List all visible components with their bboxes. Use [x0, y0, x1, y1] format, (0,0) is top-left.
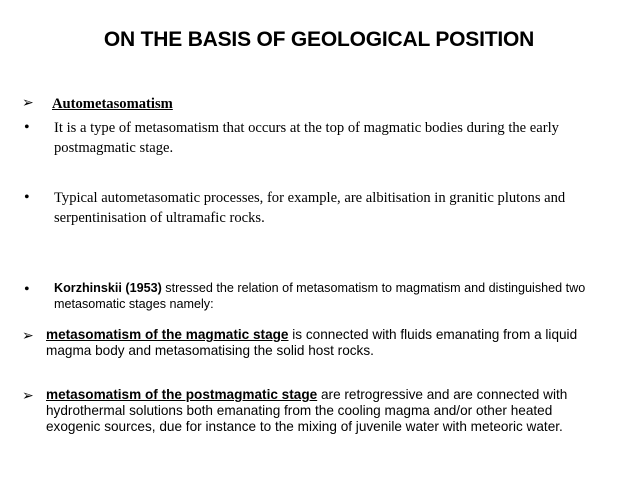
bullet-icon: • [24, 281, 30, 298]
arrow-bullet-icon: ➢ [22, 96, 34, 111]
heading-autometasomatism-row [22, 94, 618, 114]
item-1-rest: is connected with fluids emanating from a liquid magma body and metasomatising the solid host rocks. [46, 327, 578, 358]
para-3-rest: stressed the relation of metasomatism to magmatism and distinguished two metasomatic stages namely: [54, 281, 586, 311]
para-3-text [54, 280, 618, 312]
item-2-rest: are retrogressive and are connected with hydrothermal solutions both emanating from the cooling magma and/or other heated exogenic sources, due for instance to the mixing of juvenile water with meteoric water. [46, 387, 568, 434]
bullet-para-3 [22, 280, 618, 312]
arrow-item-2 [22, 387, 618, 435]
heading-autometasomatism: Autometasomatism [52, 96, 173, 112]
para-2-text: Typical autometasomatic processes, for example, are albitisation in granitic plutons and serpentinisation of ultramafic rocks. [54, 190, 566, 226]
bullet-icon: • [24, 189, 30, 206]
item-2-term: metasomatism of the postmagmatic stage [46, 387, 318, 402]
para-1-text: It is a type of metasomatism that occurs at the top of magmatic bodies during the early postmagmatic stage. [54, 120, 559, 156]
arrow-item-1 [22, 327, 618, 359]
arrow-bullet-icon: ➢ [22, 329, 34, 344]
item-2-text [46, 387, 606, 435]
para-3-citation: Korzhinskii (1953) [54, 281, 162, 295]
item-1-text [46, 327, 611, 359]
bullet-para-2 [22, 188, 618, 228]
bullet-para-1 [22, 118, 618, 158]
item-1-term: metasomatism of the magmatic stage [46, 327, 289, 342]
bullet-icon: • [24, 119, 30, 136]
slide-title: ON THE BASIS OF GEOLOGICAL POSITION [103, 28, 535, 51]
arrow-bullet-icon: ➢ [22, 389, 34, 404]
